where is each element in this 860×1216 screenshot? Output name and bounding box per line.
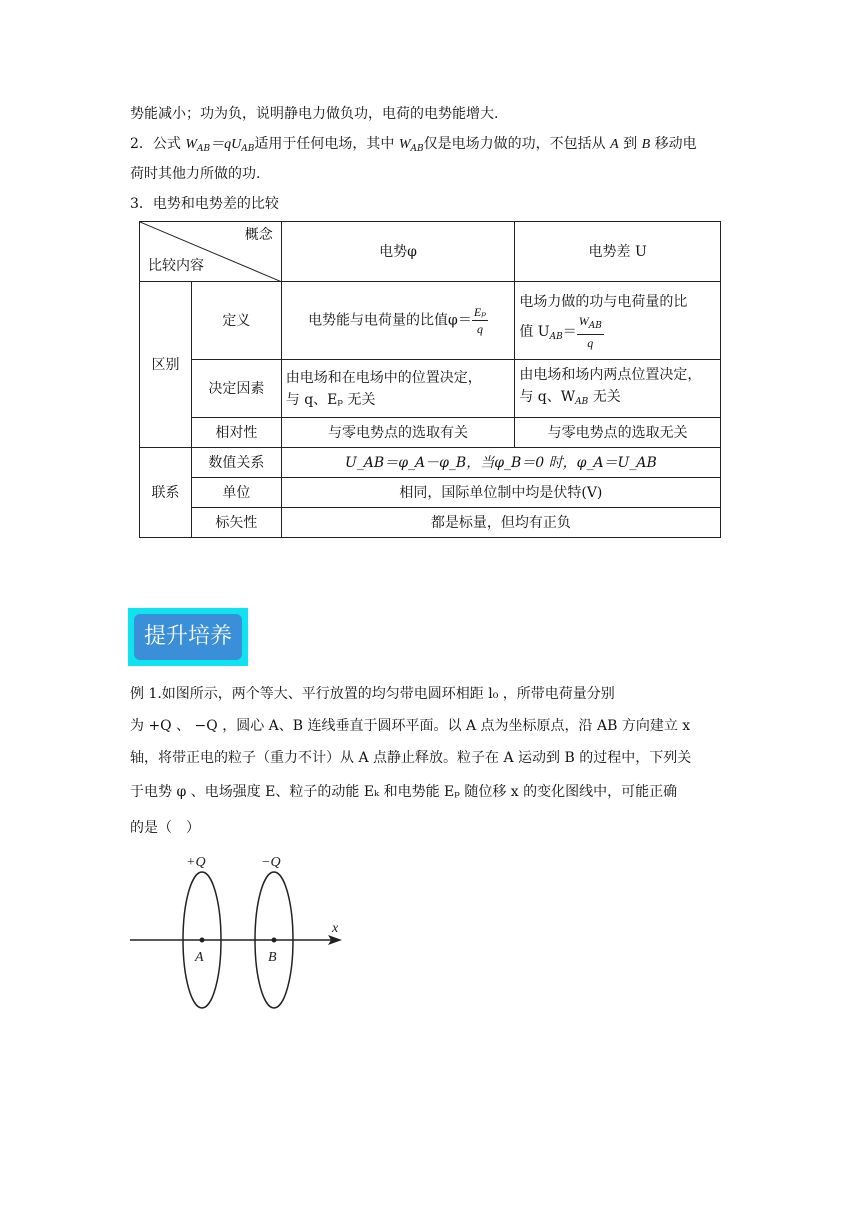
row-label-unit: 单位 — [191, 478, 281, 508]
paragraph-3: 3．电势和电势差的比较 — [130, 196, 279, 212]
cell-factor-phi: 由电场和在电场中的位置决定， 与 q、Eₚ 无关 — [281, 360, 515, 418]
cell-rel-phi: 与零电势点的选取有关 — [281, 418, 515, 448]
table-header-row — [140, 222, 721, 282]
fraction-ep-q: $\frac{\text{Eₚ}}{q}$ — [473, 305, 487, 336]
example-line-2: 为 +Q 、 −Q ，圆心 A、B 连线垂直于圆环平面。以 A 点为坐标原点，沿 AB 方向建立 x — [130, 718, 691, 734]
row-label-relativity: 相对性 — [191, 418, 281, 448]
fraction-wab-q: $\frac{W_{AB}}{q}$ — [578, 313, 602, 350]
group-diff: 区别 — [140, 282, 192, 448]
example-line-1: 例 1.如图所示，两个等大、平行放置的均匀带电圆环相距 l₀ ，所带电荷量分别 — [130, 686, 615, 702]
label-a: A — [195, 950, 204, 965]
row-label-numeric: 数值关系 — [191, 448, 281, 478]
cell-unit: 相同，国际单位制中均是伏特(V) — [281, 478, 720, 508]
label-plus-q: +Q — [186, 855, 206, 870]
rings-figure — [128, 848, 358, 1013]
header-u: 电势差 U — [515, 222, 721, 282]
cell-rel-u: 与零电势点的选取无关 — [515, 418, 721, 448]
cell-vector: 都是标量，但均有正负 — [281, 508, 720, 538]
cell-def-phi: 电势能与电荷量的比值φ＝ $\frac{\text{Eₚ}}{q}$ — [281, 282, 515, 360]
paragraph-2: 2．公式 $W_{AB}=qU_{AB}$适用于任何电场，其中 $W_{AB}$仅是电场力做的功，不包括从 A 到 B 移动电 — [130, 136, 697, 154]
row-label-definition: 定义 — [191, 282, 281, 360]
row-label-vector: 标矢性 — [191, 508, 281, 538]
table-row-relativity — [140, 418, 721, 448]
header-compare: 比较内容 — [148, 258, 204, 274]
section-badge-label: 提升培养 — [134, 614, 242, 660]
paragraph-1: 势能减小；功为负，说明静电力做负功，电荷的电势能增大. — [130, 106, 499, 122]
paragraph-2-cont: 荷时其他力所做的功. — [130, 166, 261, 182]
table-row-definition — [140, 282, 721, 360]
table-row-numeric — [140, 448, 721, 478]
header-concept: 概念 — [244, 227, 273, 243]
row-label-factor: 决定因素 — [191, 360, 281, 418]
diagonal-header-cell — [140, 222, 282, 282]
point-a — [200, 938, 205, 943]
section-badge — [128, 608, 248, 666]
example-line-3: 轴，将带正电的粒子（重力不计）从 A 点静止释放。粒子在 A 运动到 B 的过程中，下列关 — [130, 750, 692, 766]
label-b: B — [268, 950, 277, 965]
example-line-4: 于电势 φ 、电场强度 E、粒子的动能 Eₖ 和电势能 Eₚ 随位移 x 的变化图线中，可能正确 — [130, 784, 678, 800]
table-row-vector — [140, 508, 721, 538]
header-phi: 电势φ — [281, 222, 515, 282]
cell-factor-u: 由电场和场内两点位置决定， 与 q、$W_{AB}$ 无关 — [515, 360, 721, 418]
label-minus-q: −Q — [261, 855, 281, 870]
comparison-table — [139, 221, 721, 538]
table-row-factor — [140, 360, 721, 418]
group-link: 联系 — [140, 448, 192, 538]
cell-def-u: 电场力做的功与电荷量的比 值 $U_{AB}=$ $\frac{W_{AB}}{q}$ — [515, 282, 721, 360]
label-x: x — [332, 921, 339, 936]
example-line-5: 的是（ ） — [130, 820, 200, 836]
table-row-unit — [140, 478, 721, 508]
point-b — [272, 938, 277, 943]
cell-numeric: U_AB＝φ_A－φ_B，当φ_B＝0 时，φ_A＝U_AB — [281, 448, 720, 478]
